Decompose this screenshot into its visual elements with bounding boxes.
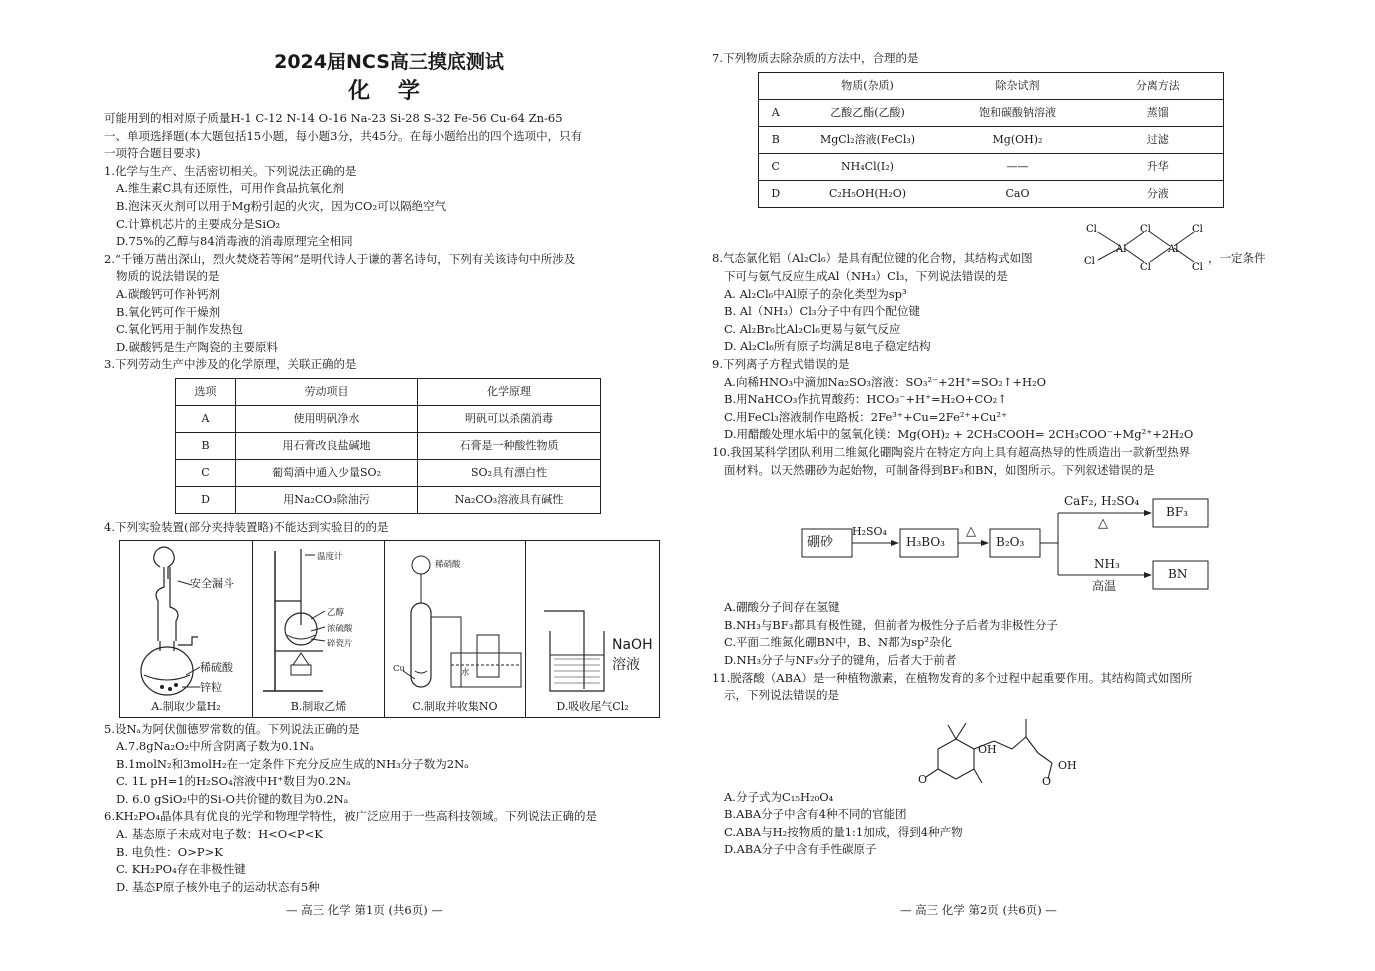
apparatus-d-drawing [526, 541, 659, 719]
table-header-row [176, 378, 601, 405]
flow-heat-2: △ [1098, 516, 1108, 532]
question-11 [712, 670, 1297, 860]
label-chips: 碎瓷片 [327, 638, 353, 649]
table-cell: 用Na₂CO₃除油污 [236, 486, 418, 513]
table-cell: —— [943, 153, 1093, 180]
cl-atom: Cl [1140, 261, 1151, 273]
option-b: B. 电负性：O>P>K [116, 844, 223, 859]
caption-c: C.制取并收集NO [412, 699, 498, 713]
aba-skeleton [712, 705, 1297, 789]
option-c: C. Al₂Br₆比Al₂Cl₆更易与氨气反应 [724, 321, 901, 336]
table-cell: 使用明矾净水 [236, 405, 418, 432]
apparatus-a [120, 541, 253, 717]
option-a: A.硼酸分子间存在氢键 [724, 600, 840, 615]
cl-atom: Cl [1192, 223, 1203, 235]
question-10 [712, 444, 1297, 670]
question-stem-line2: 下可与氨气反应生成Al（NH₃）Cl₃，下列说法错误的是 [724, 268, 1008, 283]
cl-atom: Cl [1084, 255, 1095, 267]
exam-title: 2024届NCS高三摸底测试 [274, 51, 504, 73]
question-stem-cont: 示，下列说法错误的是 [724, 688, 839, 703]
table-cell: 蒸馏 [1093, 99, 1224, 126]
flow-reagent-caf2: CaF₂, H₂SO₄ [1064, 494, 1140, 509]
option-d: D.75%的乙醇与84消毒液的消毒原理完全相同 [116, 234, 353, 249]
q8-stem-row [712, 214, 1297, 286]
table-cell: A [759, 99, 793, 126]
table-row [176, 459, 601, 486]
table-row [759, 126, 1224, 153]
apparatus-b-drawing [253, 541, 385, 719]
table-cell: Na₂CO₃溶液具有碱性 [418, 486, 601, 513]
table-header: 除杂试剂 [943, 72, 1093, 99]
aba-cooh: OH [1058, 758, 1077, 772]
question-stem: 7.下列物质去除杂质的方法中，合理的是 [712, 51, 919, 65]
label-nitric: 稀硝酸 [435, 559, 461, 570]
table-cell: 乙酸乙酯(乙酸) [793, 99, 943, 126]
borax-flow-diagram [712, 483, 1297, 595]
question-stem: 11.脱落酸（ABA）是一种植物激素，在植物发育的多个过程中起重要作用。其结构简式如图所 [712, 670, 1193, 685]
question-stem: 8.气态氯化铝（Al₂Cl₆）是具有配位键的化合物，其结构式如图 [712, 250, 1033, 265]
al-atom: Al [1116, 243, 1127, 255]
option-c: C. 1L pH=1的H₂SO₄溶液中H⁺数目为0.2Nₐ [116, 774, 351, 789]
label-solution: 溶液 [612, 656, 640, 673]
question-stem: 10.我国某科学团队利用二维氮化硼陶瓷片在特定方向上具有超高热导的性质造出一款新型热界 [712, 444, 1191, 459]
option-b: B. Al（NH₃）Cl₃分子中有四个配位键 [724, 304, 921, 319]
table-cell: 过滤 [1093, 126, 1224, 153]
section-header-cont: 一项符合题目要求) [104, 146, 201, 161]
question-8 [712, 214, 1297, 356]
table-header: 选项 [176, 378, 236, 405]
option-b: B.泡沫灭火剂可以用于Mg粉引起的火灾，因为CO₂可以隔绝空气 [116, 198, 447, 213]
cl-atom: Cl [1192, 261, 1203, 273]
question-stem: 6.KH₂PO₄晶体具有优良的光学和物理学特性，被广泛应用于一些高科技领域。下列说法正确的是 [104, 809, 597, 824]
page-2-footer: — 高三 化学 第2页 (共6页) — [900, 903, 1057, 917]
question-stem-cont: 面材料。以天然硼砂为起始物，可制备得到BF₃和BN，如图所示。下列叙述错误的是 [724, 462, 1155, 477]
option-a: A.分子式为C₁₅H₂₀O₄ [724, 789, 834, 804]
flow-bf3: BF₃ [1166, 505, 1188, 520]
table-header [759, 72, 793, 99]
flow-high-temp: 高温 [1092, 579, 1117, 594]
option-b: B.1molN₂和3molH₂在一定条件下充分反应生成的NH₃分子数为2Nₐ [116, 756, 469, 771]
option-b: B.NH₃与BF₃都具有极性键，但前者为极性分子后者为非极性分子 [724, 617, 1058, 632]
option-b: B.用NaHCO₃作抗胃酸药：HCO₃⁻+H⁺=H₂O+CO₂↑ [724, 392, 1007, 407]
table-header: 化学原理 [418, 378, 601, 405]
table-cell: D [176, 486, 236, 513]
page-1 [104, 50, 694, 896]
flow-h3bo3: H₃BO₃ [906, 535, 945, 550]
table-cell: MgCl₂溶液(FeCl₃) [793, 126, 943, 153]
option-a: A.向稀HNO₃中滴加Na₂SO₃溶液：SO₃²⁻+2H⁺=SO₂↑+H₂O [724, 374, 1047, 389]
table-cell: A [176, 405, 236, 432]
table-cell: 用石膏改良盐碱地 [236, 432, 418, 459]
question-9 [712, 356, 1297, 444]
table-row [759, 99, 1224, 126]
flow-reagent-nh3: NH₃ [1094, 557, 1120, 572]
question-1 [104, 163, 694, 251]
cl-atom: Cl [1140, 223, 1151, 235]
table-header-row [759, 72, 1224, 99]
table-row [759, 153, 1224, 180]
table-cell: 明矾可以杀菌消毒 [418, 405, 601, 432]
q3-table [175, 378, 601, 514]
question-3 [104, 356, 694, 514]
question-stem: 5.设Nₐ为阿伏伽德罗常数的值。下列说法正确的是 [104, 721, 360, 736]
table-cell: CaO [943, 180, 1093, 207]
table-cell: 升华 [1093, 153, 1224, 180]
option-b: B.氧化钙可作干燥剂 [116, 304, 221, 319]
table-cell: B [759, 126, 793, 153]
table-header: 劳动项目 [236, 378, 418, 405]
cl-atom: Cl [1086, 223, 1097, 235]
table-cell: NH₄Cl(I₂) [793, 153, 943, 180]
label-cu: Cu [393, 663, 405, 674]
question-4 [104, 519, 694, 718]
option-d: D.碳酸钙是生产陶瓷的主要原料 [116, 339, 278, 354]
atomic-masses: 可能用到的相对原子质量H-1 C-12 N-14 O-16 Na-23 Si-28 S-32 Fe-56 Cu-64 Zn-65 [104, 111, 563, 125]
option-d: D.ABA分子中含有手性碳原子 [724, 842, 877, 857]
option-b: B.ABA分子中含有4种不同的官能团 [724, 807, 907, 822]
option-a: A. Al₂Cl₆中Al原子的杂化类型为sp³ [724, 286, 907, 301]
option-a: A.7.8gNa₂O₂中所含阴离子数为0.1Nₐ [116, 739, 314, 754]
flow-bn: BN [1168, 567, 1188, 582]
table-cell: D [759, 180, 793, 207]
option-a: A. 基态原子未成对电子数：H<O<P<K [116, 827, 323, 842]
question-2 [104, 251, 694, 357]
label-naoh: NaOH [612, 636, 653, 653]
table-header: 物质(杂质) [793, 72, 943, 99]
question-5 [104, 721, 694, 809]
option-d: D.NH₃分子与NF₃分子的键角，后者大于前者 [724, 652, 957, 667]
option-c: C.氧化钙用于制作发热包 [116, 322, 244, 337]
caption-a: A.制取少量H₂ [151, 699, 221, 713]
label-water: 水 [461, 667, 470, 678]
caption-d: D.吸收尾气Cl₂ [556, 699, 629, 713]
question-stem: 3.下列劳动生产中涉及的化学原理，关联正确的是 [104, 357, 357, 372]
al2cl6-structure [1084, 218, 1208, 274]
aba-carbonyl-o: O [1042, 774, 1052, 788]
table-row [759, 180, 1224, 207]
flow-borax: 硼砂 [807, 535, 834, 551]
option-a: A.碳酸钙可作补钙剂 [116, 286, 220, 301]
section-header: 一、单项选择题(本大题包括15小题，每小题3分，共45分。在每小题给出的四个选项中，只有 [104, 128, 583, 143]
option-d: D. Al₂Cl₆所有原子均满足8电子稳定结构 [724, 339, 931, 354]
option-d: D.用醋酸处理水垢中的氢氧化镁：Mg(OH)₂ + 2CH₃COOH= 2CH₃COO⁻+Mg²⁺+2H₂O [724, 427, 1194, 442]
option-c: C.ABA与H₂按物质的量1:1加成，得到4种产物 [724, 824, 963, 839]
apparatus-b [253, 541, 385, 717]
option-c: C.平面二维氮化硼BN中，B、N都为sp²杂化 [724, 635, 952, 650]
aba-ketone-o: O [918, 772, 928, 786]
table-row [176, 486, 601, 513]
label-zinc: 锌粒 [200, 680, 222, 694]
question-stem: 2.“千锤万凿出深山，烈火焚烧若等闲”是明代诗人于谦的著名诗句，下列有关该诗句中所涉及 [104, 251, 576, 266]
option-d: D. 6.0 gSiO₂中的Si-O共价键的数目为0.2Nₐ [116, 791, 349, 806]
flow-reagent-h2so4: H₂SO₄ [852, 525, 887, 539]
table-cell: 石膏是一种酸性物质 [418, 432, 601, 459]
apparatus-c [385, 541, 526, 717]
apparatus-d [526, 541, 659, 717]
table-row [176, 432, 601, 459]
option-c: C.计算机芯片的主要成分是SiO₂ [116, 216, 281, 231]
apparatus-figure [119, 540, 660, 718]
label-h2so4: 浓硫酸 [327, 623, 353, 634]
option-d: D. 基态P原子核外电子的运动状态有5种 [116, 879, 320, 894]
label-ethanol: 乙醇 [327, 607, 345, 618]
question-stem-cont: ，一定条件 [1208, 250, 1266, 265]
flow-b2o3: B₂O₃ [996, 535, 1025, 550]
page-1-footer: — 高三 化学 第1页 (共6页) — [286, 903, 443, 917]
aba-structure [712, 705, 1297, 789]
table-cell: C₂H₅OH(H₂O) [793, 180, 943, 207]
label-acid: 稀硫酸 [200, 660, 233, 674]
question-7 [712, 50, 1297, 208]
al-atom: Al [1168, 243, 1179, 255]
table-row [176, 405, 601, 432]
table-cell: 葡萄酒中通入少量SO₂ [236, 459, 418, 486]
option-c: C. KH₂PO₄存在非极性键 [116, 862, 246, 877]
aba-oh: OH [978, 742, 997, 756]
table-cell: 饱和碳酸钠溶液 [943, 99, 1093, 126]
table-cell: SO₂具有漂白性 [418, 459, 601, 486]
page-2 [712, 50, 1297, 859]
question-stem: 1.化学与生产、生活密切相关。下列说法正确的是 [104, 163, 357, 178]
table-cell: B [176, 432, 236, 459]
option-a: A.维生素C具有还原性，可用作食品抗氧化剂 [116, 181, 344, 196]
q7-table [758, 72, 1224, 208]
question-stem-cont: 物质的说法错误的是 [116, 269, 220, 284]
table-cell: C [759, 153, 793, 180]
label-funnel: 安全漏斗 [190, 576, 234, 590]
flow-heat: △ [966, 524, 976, 540]
label-thermometer: 温度计 [317, 551, 343, 562]
caption-b: B.制取乙烯 [290, 699, 347, 713]
question-stem: 9.下列离子方程式错误的是 [712, 356, 850, 371]
option-c: C.用FeCl₃溶液制作电路板：2Fe³⁺+Cu=2Fe²⁺+Cu²⁺ [724, 409, 1008, 424]
subject-title: 化 学 [348, 79, 430, 104]
table-cell: 分液 [1093, 180, 1224, 207]
table-header: 分离方法 [1093, 72, 1224, 99]
table-cell: C [176, 459, 236, 486]
table-cell: Mg(OH)₂ [943, 126, 1093, 153]
apparatus-a-drawing [120, 541, 253, 719]
question-6 [104, 808, 694, 896]
question-stem: 4.下列实验装置(部分夹持装置略)不能达到实验目的的是 [104, 519, 389, 534]
